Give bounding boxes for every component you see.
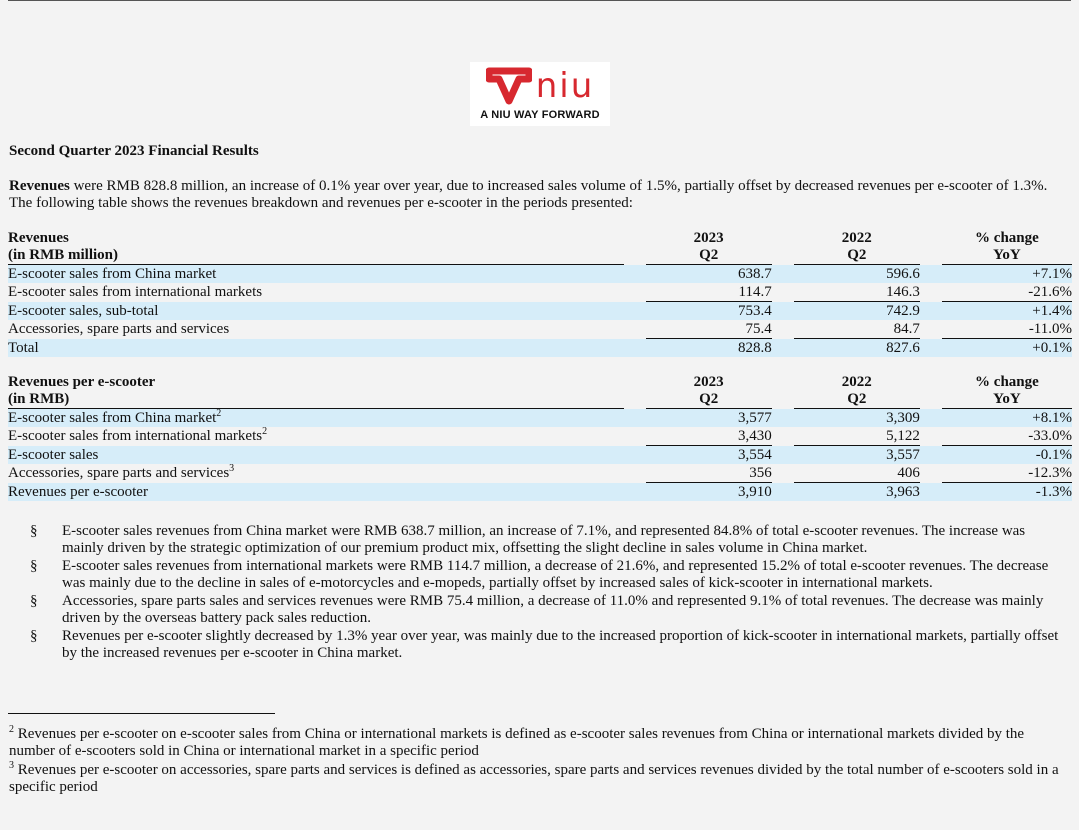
row-value-2022: 5,122 — [886, 428, 920, 444]
header-label: Revenues — [8, 230, 69, 246]
row-label: E-scooter sales from international markets$^2$ — [8, 426, 268, 445]
bullet-text: Accessories, spare parts sales and services revenues were RMB 75.4 million, a decrease of 11.0% and represented 9.1% of total revenues. The decrease was mainly driven by the overseas battery pack sales reduction. — [62, 593, 1044, 626]
niu-wordmark: niu — [535, 66, 595, 106]
niu-emblem-icon — [486, 67, 532, 105]
niu-logo — [470, 62, 610, 126]
row-change: -33.0% — [1028, 428, 1072, 444]
header-q-2023: Q2 — [646, 247, 772, 265]
row-value-2023: 3,577 — [646, 409, 772, 428]
bullet-text: E-scooter sales revenues from China market were RMB 638.7 million, an increase of 7.1%, and represented 84.8% of total e-scooter revenues. The increase was mainly driven by the strategic optimization of our premium product mix, offsetting the slight decline in sales volume in China market. — [62, 523, 1026, 556]
row-value-2023: 356 — [646, 464, 772, 483]
row-label: Accessories, spare parts and services — [8, 321, 230, 338]
bullet-symbol: § — [30, 523, 38, 539]
table-row — [8, 265, 1072, 284]
footnote-ref: 3 — [229, 463, 235, 475]
row-value-2022: 596.6 — [794, 265, 920, 284]
row-value-2023: 114.7 — [646, 283, 772, 302]
bullet-text: Revenues per e-scooter slightly decreased by 1.3% year over year, was mainly due to the increased proportion of kick-scooter in international markets, partially offset by the increased revenues per e-scooter in China market. — [62, 628, 1059, 661]
row-change: -21.6% — [942, 283, 1072, 302]
table-header-row — [8, 247, 1072, 265]
row-value-2023: 75.4 — [646, 320, 772, 339]
table-row — [8, 446, 1072, 465]
row-label: E-scooter sales, sub-total — [8, 302, 624, 321]
page-title: Second Quarter 2023 Financial Results — [9, 143, 259, 159]
top-divider — [8, 0, 1071, 1]
row-value-2023: 828.8 — [646, 339, 772, 358]
header-q-2023: Q2 — [646, 391, 772, 409]
bullet-list — [30, 523, 1070, 663]
row-label: E-scooter sales from international markets — [8, 284, 263, 301]
header-change: % change — [975, 230, 1039, 246]
footnote-number: 2 — [9, 724, 14, 735]
revenues-per-escooter-table — [8, 374, 1072, 501]
list-item — [30, 558, 1070, 592]
table-row — [8, 464, 1072, 483]
row-change: -0.1% — [942, 446, 1072, 465]
table-row — [8, 302, 1072, 321]
row-value-2022: 406 — [794, 464, 920, 483]
intro-paragraph — [9, 178, 1069, 212]
row-change: -1.3% — [942, 483, 1072, 502]
table-header-row — [8, 374, 1072, 391]
table-row — [8, 339, 1072, 358]
header-year-2023: 2023 — [693, 374, 724, 390]
row-change: +0.1% — [942, 339, 1072, 358]
row-change: +1.4% — [942, 302, 1072, 321]
bullet-symbol: § — [30, 593, 38, 609]
footnote-ref: 2 — [216, 408, 222, 419]
header-q-2022: Q2 — [794, 247, 920, 265]
row-label: Revenues per e-scooter — [8, 483, 624, 502]
bullet-symbol: § — [30, 628, 38, 644]
footnote-text: Revenues per e-scooter on accessories, spare parts and services is defined as accessories, spare parts and services revenues divided by the total number of e-scooters sold in a specific period — [9, 762, 1059, 795]
footnote-number: 3 — [9, 760, 14, 771]
row-value-2023: 753.4 — [646, 302, 772, 321]
row-value-2023: 3,430 — [737, 428, 772, 444]
row-change: -11.0% — [942, 320, 1072, 339]
row-change: +7.1% — [942, 265, 1072, 284]
list-item — [30, 628, 1070, 662]
table-row — [8, 409, 1072, 428]
list-item — [30, 593, 1070, 627]
row-label: E-scooter sales — [8, 446, 624, 465]
header-label: Revenues per e-scooter — [8, 374, 156, 390]
row-value-2022: 827.6 — [794, 339, 920, 358]
row-change: +8.1% — [942, 409, 1072, 428]
row-label: E-scooter sales from China market — [8, 265, 624, 284]
footnote-2 — [9, 726, 1069, 760]
header-year-2023: 2023 — [693, 230, 724, 246]
row-value-2023: 3,910 — [646, 483, 772, 502]
table-row — [8, 483, 1072, 502]
row-value-2022: 84.7 — [794, 320, 920, 339]
footnote-divider — [8, 713, 275, 714]
row-label: E-scooter sales from China market$^2$ — [8, 409, 624, 428]
header-unit: (in RMB million) — [8, 247, 624, 265]
row-value-2022: 146.3 — [794, 283, 920, 302]
list-item — [30, 523, 1070, 557]
row-value-2023: 638.7 — [646, 265, 772, 284]
header-year-2022: 2022 — [841, 230, 872, 246]
table-row — [8, 320, 1072, 339]
footnote-3 — [9, 762, 1069, 796]
footnote-ref: 2 — [262, 426, 268, 438]
table-header-row — [8, 391, 1072, 409]
row-change: -12.3% — [942, 464, 1072, 483]
footnotes — [9, 726, 1069, 798]
header-yoy: YoY — [942, 247, 1072, 265]
footnote-text: Revenues per e-scooter on e-scooter sales from China or international markets is defined as e-scooter sales revenues from China or international markets divided by the number of e-scooters sold in China or international market in a specific period — [9, 726, 1025, 759]
row-value-2022: 3,309 — [794, 409, 920, 428]
bullet-text: E-scooter sales revenues from international markets were RMB 114.7 million, a decrease of 21.6%, and represented 15.2% of total e-scooter revenues. The decrease was mainly due to the decline in sales of e-motorcycles and e-mopeds, partially offset by increased sales of kick-scooter in international markets. — [62, 558, 1049, 591]
intro-bold: Revenues — [9, 178, 70, 194]
table-row — [8, 283, 1072, 302]
row-value-2023: 3,554 — [646, 446, 772, 465]
header-q-2022: Q2 — [794, 391, 920, 409]
logo-tagline: A NIU WAY FORWARD — [480, 109, 600, 121]
row-value-2022: 742.9 — [794, 302, 920, 321]
bullet-symbol: § — [30, 558, 38, 574]
revenues-table — [8, 230, 1072, 357]
row-value-2022: 3,557 — [794, 446, 920, 465]
header-change: % change — [975, 374, 1039, 390]
intro-text: were RMB 828.8 million, an increase of 0.1% year over year, due to increased sales volume of 1.5%, partially offset by decreased revenues per e-scooter of 1.3%. The following table shows the revenues breakdown and revenues per e-scooter in the periods presented: — [9, 178, 1048, 211]
header-unit: (in RMB) — [8, 391, 624, 409]
row-label: Total — [8, 339, 624, 358]
header-yoy: YoY — [942, 391, 1072, 409]
table-row — [8, 427, 1072, 446]
table-header-row — [8, 230, 1072, 247]
row-value-2022: 3,963 — [794, 483, 920, 502]
header-year-2022: 2022 — [841, 374, 872, 390]
row-label: Accessories, spare parts and services$^3$ — [8, 463, 235, 482]
